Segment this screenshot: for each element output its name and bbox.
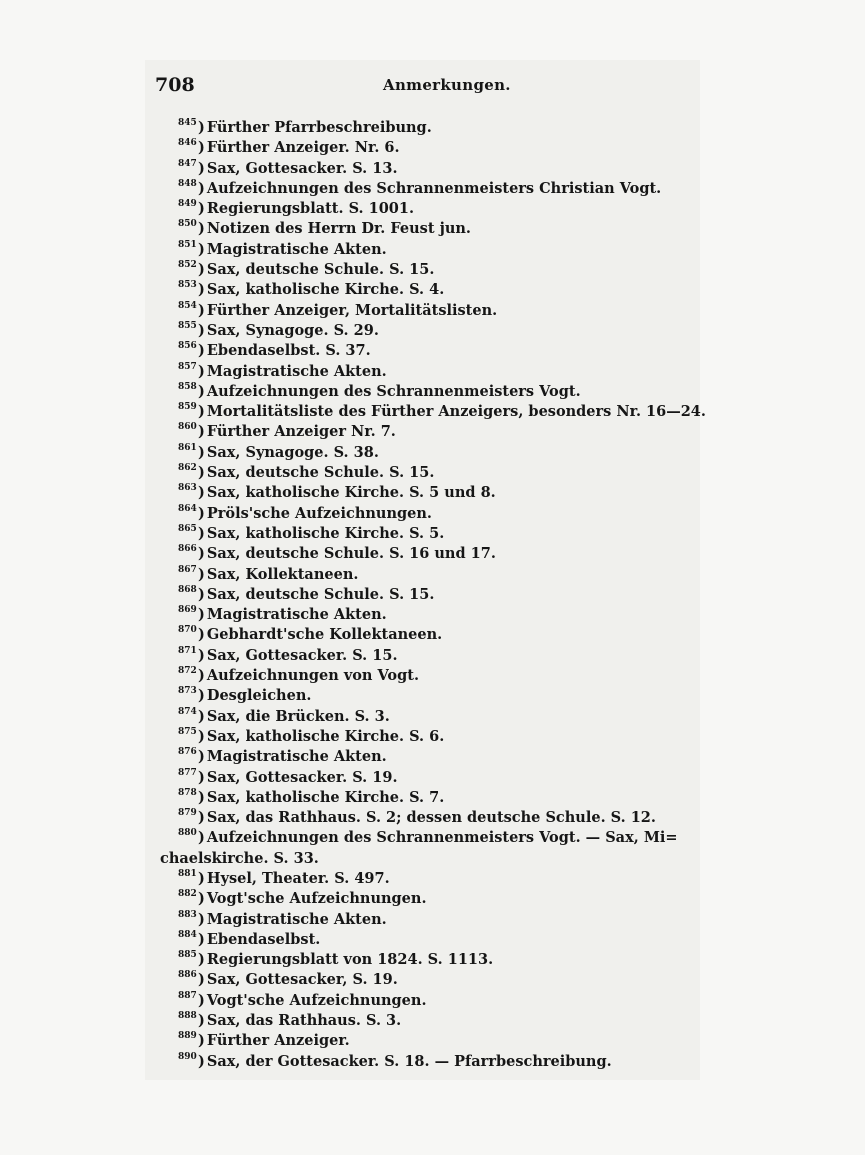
footnote-number: 865 [178, 523, 197, 534]
footnote-paren: ) [198, 443, 205, 461]
page-number: 708 [155, 74, 195, 96]
footnote-880 [160, 828, 695, 869]
footnote-paren: ) [198, 200, 205, 218]
page-header [155, 74, 680, 100]
footnote-paren: ) [198, 119, 205, 136]
footnote-text: Aufzeichnungen des Schrannenmeisters Vogt. [206, 382, 581, 400]
footnote-text: Notizen des Herrn Dr. Feust jun. [206, 220, 471, 238]
footnote-883 [160, 910, 695, 930]
footnote-paren: ) [198, 362, 205, 380]
footnote-number: 874 [178, 706, 197, 717]
footnote-text: Sax, deutsche Schule. S. 16 und 17. [206, 545, 496, 563]
footnote-number: 871 [178, 645, 197, 656]
footnote-845 [160, 118, 695, 138]
footnote-number: 850 [178, 219, 197, 230]
footnote-text: Sax, deutsche Schule. S. 15. [206, 464, 435, 482]
footnote-877 [160, 768, 695, 788]
footnote-number: 873 [178, 686, 197, 697]
footnote-number: 854 [178, 300, 197, 311]
footnote-number: 851 [178, 239, 197, 250]
footnote-number: 872 [178, 666, 197, 677]
footnote-text: Sax, Gottesacker. S. 19. [206, 768, 398, 786]
footnote-text: Aufzeichnungen des Schrannenmeisters Christian Vogt. [206, 179, 662, 197]
footnote-number: 889 [178, 1031, 197, 1042]
footnote-paren: ) [198, 606, 205, 624]
footnote-text: Magistratische Akten. [206, 362, 387, 380]
footnote-number: 890 [178, 1051, 197, 1062]
footnote-number: 855 [178, 320, 197, 331]
footnote-paren: ) [198, 930, 205, 948]
footnote-paren: ) [198, 565, 205, 583]
footnote-paren: ) [198, 991, 205, 1009]
footnote-text: Sax, Gottesacker. S. 13. [206, 159, 398, 177]
footnote-text: Fürther Anzeiger, Mortalitätslisten. [206, 301, 498, 319]
footnote-text: Sax, Synagoge. S. 38. [206, 443, 379, 461]
footnote-number: 880 [178, 828, 197, 839]
footnote-860 [160, 422, 695, 442]
footnote-paren: ) [198, 159, 205, 177]
footnote-number: 866 [178, 544, 197, 555]
footnote-number: 876 [178, 747, 197, 758]
footnote-continuation: chaelskirche. S. 33. [160, 849, 319, 867]
footnote-879 [160, 808, 695, 828]
footnote-paren: ) [198, 1012, 205, 1030]
footnote-paren: ) [198, 524, 205, 542]
footnote-890 [160, 1052, 695, 1072]
footnote-number: 861 [178, 442, 197, 453]
footnote-number: 882 [178, 889, 197, 900]
footnote-paren: ) [198, 484, 205, 502]
footnote-text: Sax, die Brücken. S. 3. [206, 707, 390, 725]
footnote-text: Sax, Synagoge. S. 29. [206, 321, 379, 339]
footnote-text: Fürther Pfarrbeschreibung. [206, 119, 432, 136]
footnote-text: Pröls'sche Aufzeichnungen. [206, 504, 432, 522]
footnote-paren: ) [198, 403, 205, 421]
footnote-paren: ) [198, 971, 205, 989]
footnote-number: 863 [178, 483, 197, 494]
footnote-paren: ) [198, 382, 205, 400]
footnote-849 [160, 199, 695, 219]
footnote-854 [160, 301, 695, 321]
footnote-882 [160, 889, 695, 909]
footnote-number: 884 [178, 929, 197, 940]
footnote-857 [160, 362, 695, 382]
footnote-884 [160, 930, 695, 950]
footnote-number: 869 [178, 605, 197, 616]
footnote-paren: ) [198, 910, 205, 928]
footnote-875 [160, 727, 695, 747]
footnote-text: Magistratische Akten. [206, 606, 387, 624]
footnote-text: Gebhardt'sche Kollektaneen. [206, 626, 443, 644]
footnote-876 [160, 747, 695, 767]
footnote-number: 856 [178, 341, 197, 352]
footnote-text: Magistratische Akten. [206, 748, 387, 766]
footnote-text: Sax, katholische Kirche. S. 5 und 8. [206, 484, 496, 502]
footnote-paren: ) [198, 768, 205, 786]
footnote-text: Sax, deutsche Schule. S. 15. [206, 261, 435, 279]
footnote-paren: ) [198, 301, 205, 319]
footnote-text: Sax, Gottesacker, S. 19. [206, 971, 398, 989]
footnote-paren: ) [198, 869, 205, 887]
footnote-851 [160, 240, 695, 260]
footnote-number: 888 [178, 1011, 197, 1022]
footnote-text: Aufzeichnungen des Schrannenmeisters Vogt. — Sax, Mi= [206, 829, 678, 847]
footnote-871 [160, 646, 695, 666]
footnote-number: 857 [178, 361, 197, 372]
footnote-text: Sax, katholische Kirche. S. 5. [206, 524, 445, 542]
footnote-number: 875 [178, 726, 197, 737]
footnote-paren: ) [198, 281, 205, 299]
footnote-paren: ) [198, 1052, 205, 1070]
footnote-paren: ) [198, 220, 205, 238]
footnote-text: Sax, katholische Kirche. S. 4. [206, 281, 445, 299]
footnote-886 [160, 970, 695, 990]
footnote-number: 885 [178, 950, 197, 961]
footnote-885 [160, 950, 695, 970]
footnote-text: Sax, katholische Kirche. S. 6. [206, 727, 445, 745]
footnote-number: 859 [178, 402, 197, 413]
footnote-861 [160, 443, 695, 463]
footnote-number: 847 [178, 158, 197, 169]
footnote-number: 870 [178, 625, 197, 636]
footnote-paren: ) [198, 626, 205, 644]
footnote-text: Fürther Anzeiger. [206, 1032, 350, 1050]
footnote-866 [160, 544, 695, 564]
footnote-paren: ) [198, 809, 205, 827]
footnote-863 [160, 483, 695, 503]
footnote-number: 881 [178, 868, 197, 879]
footnote-paren: ) [198, 321, 205, 339]
footnote-paren: ) [198, 585, 205, 603]
footnote-870 [160, 625, 695, 645]
footnote-853 [160, 280, 695, 300]
footnote-867 [160, 565, 695, 585]
footnote-text: Sax, das Rathhaus. S. 3. [206, 1012, 402, 1030]
footnote-872 [160, 666, 695, 686]
footnote-868 [160, 585, 695, 605]
footnote-number: 853 [178, 280, 197, 291]
footnote-number: 862 [178, 463, 197, 474]
footnote-paren: ) [198, 139, 205, 157]
footnote-paren: ) [198, 179, 205, 197]
footnote-864 [160, 504, 695, 524]
footnote-text: Magistratische Akten. [206, 240, 387, 258]
footnote-paren: ) [198, 829, 205, 847]
footnote-paren: ) [198, 951, 205, 969]
footnote-text: Regierungsblatt. S. 1001. [206, 200, 415, 218]
footnote-text: Fürther Anzeiger. Nr. 6. [206, 139, 400, 157]
footnote-873 [160, 686, 695, 706]
footnote-number: 845 [178, 118, 197, 128]
footnote-852 [160, 260, 695, 280]
footnote-paren: ) [198, 890, 205, 908]
footnote-number: 846 [178, 138, 197, 149]
footnote-text: Vogt'sche Aufzeichnungen. [206, 991, 427, 1009]
footnote-869 [160, 605, 695, 625]
footnote-848 [160, 179, 695, 199]
footnote-paren: ) [198, 1032, 205, 1050]
footnote-text: Ebendaselbst. S. 37. [206, 342, 371, 360]
footnote-number: 886 [178, 970, 197, 981]
footnote-number: 867 [178, 564, 197, 575]
footnote-paren: ) [198, 727, 205, 745]
footnote-text: Sax, deutsche Schule. S. 15. [206, 585, 435, 603]
running-title: Anmerkungen. [383, 76, 511, 94]
footnote-text: Sax, Kollektaneen. [206, 565, 359, 583]
footnote-number: 877 [178, 767, 197, 778]
footnote-number: 887 [178, 990, 197, 1001]
footnote-paren: ) [198, 748, 205, 766]
footnote-850 [160, 219, 695, 239]
footnote-text: Sax, der Gottesacker. S. 18. — Pfarrbeschreibung. [206, 1052, 612, 1070]
footnote-number: 878 [178, 787, 197, 798]
footnote-text: Fürther Anzeiger Nr. 7. [206, 423, 396, 441]
footnote-858 [160, 382, 695, 402]
footnote-paren: ) [198, 464, 205, 482]
footnote-text: Aufzeichnungen von Vogt. [206, 667, 419, 685]
footnote-number: 858 [178, 381, 197, 392]
footnote-paren: ) [198, 707, 205, 725]
footnote-number: 860 [178, 422, 197, 433]
footnote-number: 848 [178, 178, 197, 189]
footnote-889 [160, 1031, 695, 1051]
footnote-text: Sax, das Rathhaus. S. 2; dessen deutsche Schule. S. 12. [206, 809, 656, 827]
footnote-paren: ) [198, 646, 205, 664]
footnote-887 [160, 991, 695, 1011]
footnote-number: 868 [178, 584, 197, 595]
footnote-number: 852 [178, 260, 197, 271]
footnote-paren: ) [198, 261, 205, 279]
footnote-text: Hysel, Theater. S. 497. [206, 869, 390, 887]
footnote-paren: ) [198, 667, 205, 685]
footnote-859 [160, 402, 706, 422]
footnote-number: 849 [178, 199, 197, 210]
footnote-paren: ) [198, 687, 205, 705]
footnote-text: Ebendaselbst. [206, 930, 321, 948]
footnote-text: Sax, Gottesacker. S. 15. [206, 646, 398, 664]
footnote-paren: ) [198, 504, 205, 522]
footnote-number: 864 [178, 503, 197, 514]
footnote-888 [160, 1011, 695, 1031]
footnote-number: 879 [178, 808, 197, 819]
footnote-846 [160, 138, 695, 158]
footnote-878 [160, 788, 695, 808]
footnote-856 [160, 341, 695, 361]
footnote-number: 883 [178, 909, 197, 920]
footnote-paren: ) [198, 342, 205, 360]
footnote-881 [160, 869, 695, 889]
footnote-text: Vogt'sche Aufzeichnungen. [206, 890, 427, 908]
footnote-847 [160, 159, 695, 179]
footnote-paren: ) [198, 423, 205, 441]
footnote-865 [160, 524, 695, 544]
footnote-text: Desgleichen. [206, 687, 312, 705]
footnote-text: Mortalitätsliste des Fürther Anzeigers, besonders Nr. 16—24. [206, 403, 706, 421]
footnote-paren: ) [198, 545, 205, 563]
footnote-text: Magistratische Akten. [206, 910, 387, 928]
footnote-862 [160, 463, 695, 483]
footnote-855 [160, 321, 695, 341]
footnote-874 [160, 707, 695, 727]
footnote-list [160, 118, 706, 1072]
footnote-text: Sax, katholische Kirche. S. 7. [206, 788, 445, 806]
footnote-paren: ) [198, 788, 205, 806]
footnote-paren: ) [198, 240, 205, 258]
footnote-text: Regierungsblatt von 1824. S. 1113. [206, 951, 494, 969]
